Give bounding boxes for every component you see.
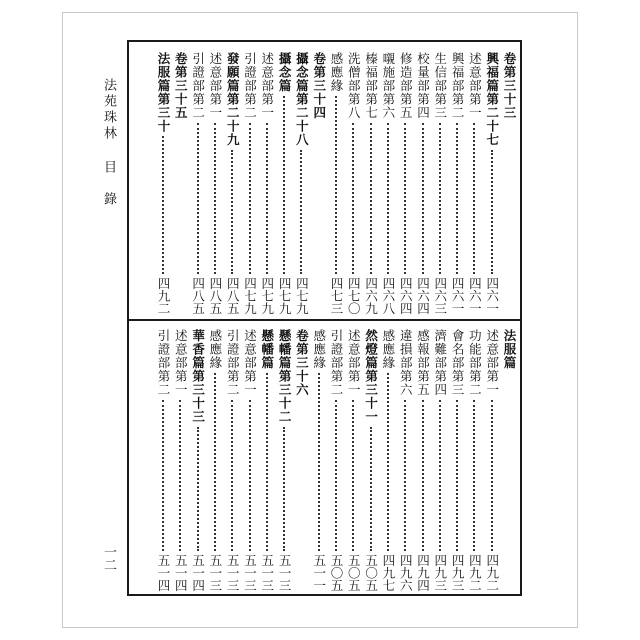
toc-entry-title: 感應緣	[329, 52, 344, 93]
toc-entry-page: 五〇五	[363, 553, 379, 591]
toc-entry-title: 功能部第二	[467, 329, 483, 397]
toc-entry-title: 感報部第五	[415, 329, 431, 397]
dot-leader	[300, 150, 302, 274]
toc-entry-page: 四七九	[259, 276, 275, 314]
toc-entry	[449, 329, 465, 591]
toc-entry-page: 五一四	[190, 553, 206, 591]
toc-entry-page: 四七三	[329, 276, 344, 314]
toc-entry-title: 述意部第一	[484, 329, 500, 397]
toc-entry	[484, 329, 500, 591]
dot-leader	[266, 373, 268, 551]
toc-entry-title: 述意部第一	[207, 52, 223, 120]
toc-entry-title: 懸幡篇第三十二	[277, 329, 293, 424]
toc-entry-title: 感應緣	[380, 329, 396, 370]
dot-leader	[439, 400, 441, 551]
dot-leader	[162, 136, 164, 274]
toc-entry-page: 五一四	[156, 553, 171, 591]
toc-entry	[259, 52, 275, 314]
toc-entry-title: 發願篇第二十九	[225, 52, 241, 147]
toc-entry	[311, 52, 327, 314]
toc-entry-page: 四八五	[225, 276, 241, 314]
toc-entry-title: 會名部第三	[450, 329, 466, 397]
toc-entry-page: 四七九	[294, 276, 310, 314]
toc-entry	[415, 52, 431, 314]
dot-leader	[231, 150, 233, 274]
toc-entry-page: 五一三	[277, 553, 293, 591]
toc-entry-page: 四六三	[432, 276, 448, 314]
toc-entry	[345, 329, 361, 591]
dot-leader	[335, 400, 337, 551]
toc-entry-title: 榛福部第七	[363, 52, 379, 120]
dot-leader	[422, 123, 424, 274]
toc-entry-page: 四六九	[363, 276, 379, 314]
toc-entry-page: 四九二	[156, 276, 171, 314]
toc-entry-page: 四九三	[432, 553, 448, 591]
dot-leader	[456, 400, 458, 551]
dot-leader	[387, 123, 389, 274]
toc-entry-title: 洗僧部第八	[346, 52, 362, 120]
toc-entry	[190, 329, 206, 591]
dot-leader	[214, 123, 216, 274]
toc-entry-title: 引證部第二	[190, 52, 206, 120]
toc-entry	[432, 52, 448, 314]
toc-entry	[224, 52, 240, 314]
toc-entry-page: 四八五	[207, 276, 223, 314]
toc-entry-title: 攝念篇第二十八	[294, 52, 310, 147]
toc-entry-title: 華香篇第三十三	[190, 329, 206, 424]
dot-leader	[370, 123, 372, 274]
dot-leader	[456, 123, 458, 274]
dot-leader	[214, 373, 216, 551]
dot-leader	[404, 123, 406, 274]
toc-entry-page: 五一三	[225, 553, 241, 591]
toc-entry-title: 修造部第五	[398, 52, 414, 120]
toc-entry-page: 四七〇	[346, 276, 362, 314]
page-number: 一二	[101, 545, 116, 571]
toc-entry	[155, 329, 171, 591]
toc-entry-page: 四八五	[190, 276, 206, 314]
toc-entry-title: 述意部第一	[173, 329, 189, 397]
toc-entry	[328, 329, 344, 591]
toc-entry	[415, 329, 431, 591]
toc-entry-page: 五一一	[311, 553, 327, 591]
book-title: 法苑珠林	[101, 78, 116, 142]
dot-leader	[283, 96, 285, 274]
dot-leader	[473, 400, 475, 551]
dot-leader	[439, 123, 441, 274]
toc-entry	[172, 52, 188, 314]
toc-entry	[276, 52, 292, 314]
toc-entry	[276, 329, 292, 591]
dot-leader	[404, 400, 406, 551]
toc-entry-page: 四七九	[277, 276, 293, 314]
toc-entry	[207, 52, 223, 314]
toc-entry-title: 然燈篇第三十一	[363, 329, 379, 424]
toc-entry	[380, 52, 396, 314]
toc-entry-title: 法服篇第三十	[156, 52, 171, 133]
toc-entry	[397, 52, 413, 314]
dot-leader	[231, 400, 233, 551]
toc-entry-page: 五〇五	[346, 553, 362, 591]
toc-entry-page: 四六四	[398, 276, 414, 314]
dot-leader	[318, 373, 320, 551]
toc-entry-title: 校量部第四	[415, 52, 431, 120]
toc-entry-page: 四七九	[242, 276, 258, 314]
dot-leader	[266, 123, 268, 274]
toc-entry-title: 生信部第三	[432, 52, 448, 120]
toc-entry	[380, 329, 396, 591]
toc-entry-title: 引證部第二	[225, 329, 241, 397]
toc-entry	[484, 52, 500, 314]
toc-entry	[293, 52, 309, 314]
toc-entry-page: 四九三	[450, 553, 466, 591]
running-header	[100, 78, 116, 208]
dot-leader	[197, 123, 199, 274]
toc-entry-page: 四九二	[467, 553, 483, 591]
toc-entry-page: 五〇五	[329, 553, 344, 591]
dot-leader	[422, 400, 424, 551]
toc-entry	[363, 329, 379, 591]
toc-entry-page: 五一四	[173, 553, 189, 591]
toc-entry	[172, 329, 188, 591]
half-divider	[129, 319, 520, 321]
dot-leader	[352, 123, 354, 274]
toc-frame	[127, 40, 522, 596]
toc-entry	[501, 52, 517, 314]
toc-entry-page: 五一三	[207, 553, 223, 591]
dot-leader	[387, 373, 389, 551]
toc-entry	[190, 52, 206, 314]
toc-entry-title: 興福篇第二十七	[484, 52, 500, 147]
toc-entry-page: 四九二	[484, 553, 500, 591]
toc-entry-title: 嚫施部第六	[380, 52, 396, 120]
dot-leader	[352, 400, 354, 551]
toc-entry	[397, 329, 413, 591]
toc-entry-title: 卷第三十五	[173, 52, 189, 120]
toc-entry	[328, 52, 344, 314]
toc-entry	[242, 52, 258, 314]
toc-entry-title: 述意部第一	[467, 52, 483, 120]
toc-entry-page: 五一三	[259, 553, 275, 591]
toc-entry-title: 興福部第二	[450, 52, 466, 120]
toc-entry-page: 四六八	[380, 276, 396, 314]
toc-entry	[466, 52, 482, 314]
toc-entry-title: 引證部第二	[156, 329, 171, 397]
toc-entry	[363, 52, 379, 314]
toc-entry	[501, 329, 517, 591]
toc-entry-page: 四九七	[380, 553, 396, 591]
toc-entry-page: 四六一	[484, 276, 500, 314]
toc-entry	[224, 329, 240, 591]
toc-entry	[242, 329, 258, 591]
toc-entry-title: 述意部第一	[242, 329, 258, 397]
toc-entry-title: 卷第三十三	[502, 52, 517, 120]
dot-leader	[491, 150, 493, 274]
toc-entry-page: 四六一	[467, 276, 483, 314]
toc-entry	[207, 329, 223, 591]
toc-entry-title: 卷第三十六	[294, 329, 310, 397]
dot-leader	[179, 400, 181, 551]
dot-leader	[249, 400, 251, 551]
dot-leader	[197, 427, 199, 551]
dot-leader	[370, 427, 372, 551]
toc-entry-title: 感應緣	[207, 329, 223, 370]
toc-entry-page: 四六一	[450, 276, 466, 314]
toc-entry	[449, 52, 465, 314]
dot-leader	[283, 427, 285, 551]
toc-entry-title: 濟難部第四	[432, 329, 448, 397]
toc-entry	[311, 329, 327, 591]
toc-entry	[155, 52, 171, 314]
toc-entry-title: 卷第三十四	[311, 52, 327, 120]
toc-entry	[466, 329, 482, 591]
dot-leader	[162, 400, 164, 551]
toc-entry	[259, 329, 275, 591]
toc-entry-title: 述意部第一	[346, 329, 362, 397]
dot-leader	[335, 96, 337, 274]
dot-leader	[249, 123, 251, 274]
dot-leader	[491, 400, 493, 551]
toc-entry	[432, 329, 448, 591]
toc-entry-title: 述意部第一	[259, 52, 275, 120]
toc-entry-page: 四九六	[398, 553, 414, 591]
toc-entry-page: 四九四	[415, 553, 431, 591]
toc-entry-title: 感應緣	[311, 329, 327, 370]
toc-entry-title: 攝念篇	[277, 52, 293, 93]
dot-leader	[473, 123, 475, 274]
toc-entry	[293, 329, 309, 591]
toc-entry-title: 引證部第二	[329, 329, 344, 397]
toc-entry-page: 四六四	[415, 276, 431, 314]
section-title: 目 錄	[101, 160, 116, 208]
toc-entry-title: 法服篇	[502, 329, 517, 370]
toc-entry	[345, 52, 361, 314]
toc-entry-title: 違損部第六	[398, 329, 414, 397]
toc-entry-title: 引證部第二	[242, 52, 258, 120]
toc-entry-page: 五一三	[242, 553, 258, 591]
toc-entry-title: 懸幡篇	[259, 329, 275, 370]
